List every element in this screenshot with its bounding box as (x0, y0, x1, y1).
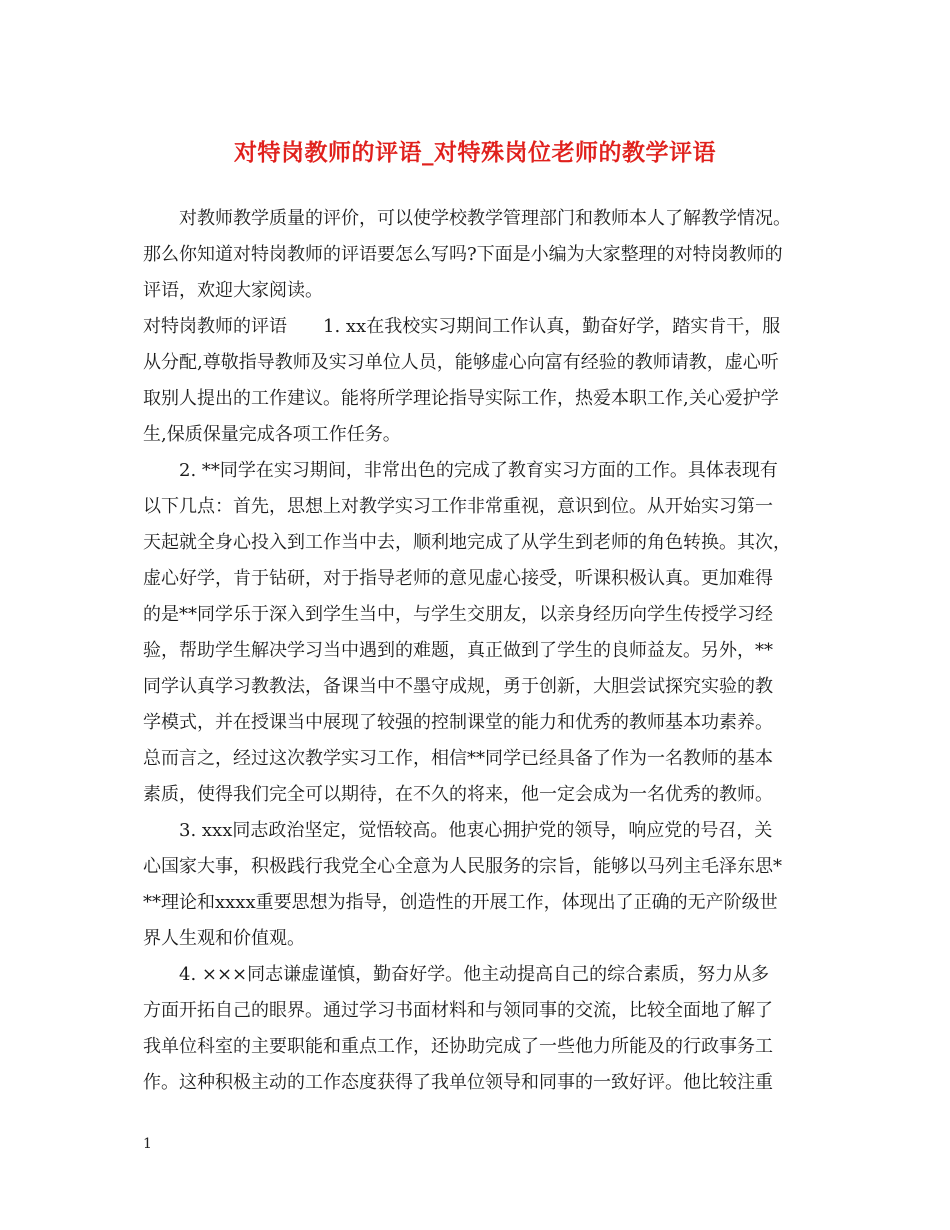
text-line: 3. xxx同志政治坚定，觉悟较高。他衷心拥护党的领导，响应党的号召，关 (143, 820, 773, 841)
text-line: 学模式，并在授课当中展现了较强的控制课堂的能力和优秀的教师基本功素养。 (143, 712, 773, 733)
text-line: 取别人提出的工作建议。能将所学理论指导实际工作，热爱本职工作,关心爱护学 (143, 388, 779, 409)
text-line: 验，帮助学生解决学习当中遇到的难题，真正做到了学生的良师益友。另外，** (143, 640, 773, 661)
text-line: 方面开拓自己的眼界。通过学习书面材料和与领同事的交流，比较全面地了解了 (143, 1000, 773, 1021)
page-number: 1 (143, 1136, 152, 1152)
text-line: 从分配,尊敬指导教师及实习单位人员，能够虚心向富有经验的教师请教，虚心听 (143, 352, 779, 373)
text-line: 2. **同学在实习期间，非常出色的完成了教育实习方面的工作。具体表现有 (143, 460, 778, 481)
text-line: 评语，欢迎大家阅读。 (143, 280, 323, 301)
text-line: 那么你知道对特岗教师的评语要怎么写吗?下面是小编为大家整理的对特岗教师的 (143, 244, 783, 265)
text-line: 以下几点：首先，思想上对教学实习工作非常重视，意识到位。从开始实习第一 (143, 496, 773, 517)
text-line: 的是**同学乐于深入到学生当中，与学生交朋友，以亲身经历向学生传授学习经 (143, 604, 773, 625)
text-line: 总而言之，经过这次教学实习工作，相信**同学已经具备了作为一名教师的基本 (143, 748, 773, 769)
text-line: 虚心好学，肯于钻研，对于指导老师的意见虚心接受，听课积极认真。更加难得 (143, 568, 773, 589)
text-line: 4. ×××同志谦虚谨慎，勤奋好学。他主动提高自己的综合素质，努力从多 (143, 964, 770, 985)
document-title: 对特岗教师的评语_对特殊岗位老师的教学评语 (234, 139, 716, 166)
text-line: 我单位科室的主要职能和重点工作，还协助完成了一些他力所能及的行政事务工 (143, 1036, 773, 1057)
text-line: 对特岗教师的评语 1. xx在我校实习期间工作认真，勤奋好学，踏实肯干，服 (143, 316, 781, 337)
text-line: 对教师教学质量的评价，可以使学校教学管理部门和教师本人了解教学情况。 (143, 208, 791, 229)
text-line: 生,保质保量完成各项工作任务。 (143, 424, 401, 445)
text-line: **理论和xxxx重要思想为指导，创造性的开展工作，体现出了正确的无产阶级世 (143, 892, 778, 913)
text-line: 作。这种积极主动的工作态度获得了我单位领导和同事的一致好评。他比较注重 (143, 1072, 773, 1093)
text-line: 界人生观和价值观。 (143, 928, 305, 949)
text-line: 心国家大事，积极践行我党全心全意为人民服务的宗旨，能够以马列主毛泽东思* (143, 856, 782, 877)
text-line: 天起就全身心投入到工作当中去，顺利地完成了从学生到老师的角色转换。其次， (143, 532, 791, 553)
text-line: 素质，使得我们完全可以期待，在不久的将来，他一定会成为一名优秀的教师。 (143, 784, 773, 805)
text-line: 同学认真学习教教法，备课当中不墨守成规，勇于创新，大胆尝试探究实验的教 (143, 676, 773, 697)
